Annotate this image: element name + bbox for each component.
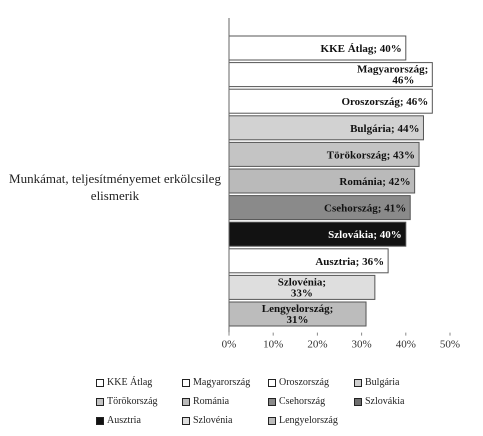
legend-item-6 [182,396,229,407]
legend-label-9: Ausztria [107,415,141,426]
legend-item-5 [96,396,158,407]
bar-label-9: Ausztria; 36% [315,255,385,268]
bar-label-10: Szlovénia; 33% [277,276,327,300]
legend-swatch-2 [182,379,190,387]
bar-label-5: Törökország; 43% [326,149,416,162]
legend-swatch-6 [182,398,190,406]
legend-label-4: Bulgária [365,377,400,388]
legend-swatch-3 [268,379,276,387]
bar-label-6: Románia; 42% [339,176,411,188]
legend-swatch-5 [96,398,104,406]
x-tick-label-2: 20% [307,338,328,351]
legend-swatch-9 [96,417,104,425]
bar-label-8: Szlovákia; 40% [328,229,402,242]
x-tick-label-5: 50% [439,338,461,351]
x-tick-label-4: 40% [395,338,416,351]
legend-label-7: Csehország [279,396,326,407]
legend-label-5: Törökország [107,396,158,407]
legend-swatch-10 [182,417,190,425]
legend-item-2 [182,377,250,388]
legend-item-9 [96,415,141,426]
legend-swatch-11 [268,417,276,425]
x-tick-label-0: 0% [221,338,237,351]
legend-swatch-4 [354,379,362,387]
legend-swatch-8 [354,398,362,406]
legend-item-8 [354,396,404,407]
legend-label-10: Szlovénia [193,415,233,426]
bar-label-1: KKE Átlag; 40% [320,43,402,55]
legend-swatch-7 [268,398,276,406]
y-axis-label: Munkámat, teljesítményemet erkölcsileg elismerik [9,171,221,203]
legend-label-2: Magyarország [193,377,251,388]
legend-swatch-1 [96,379,104,387]
legend-item-4 [354,377,399,388]
legend-label-6: Románia [193,396,230,407]
legend-label-8: Szlovákia [365,396,405,407]
bar-label-7: Csehország; 41% [324,202,407,215]
legend-item-3 [268,377,329,388]
legend-item-11 [268,415,338,426]
legend-item-7 [268,396,325,407]
legend-item-10 [182,415,232,426]
bar-label-4: Bulgária; 44% [350,122,420,135]
legend-label-3: Oroszország [279,377,329,388]
legend-label-11: Lengyelország [279,415,338,426]
bar-label-2: Magyarország; 46% [357,63,429,87]
x-tick-label-3: 30% [351,338,372,351]
legend-label-1: KKE Átlag [107,377,153,388]
legend-item-1 [96,377,152,388]
bar-label-3: Oroszország; 46% [341,96,429,109]
x-tick-label-1: 10% [263,338,284,351]
bar-label-11: Lengyelország; 31% [261,303,334,326]
